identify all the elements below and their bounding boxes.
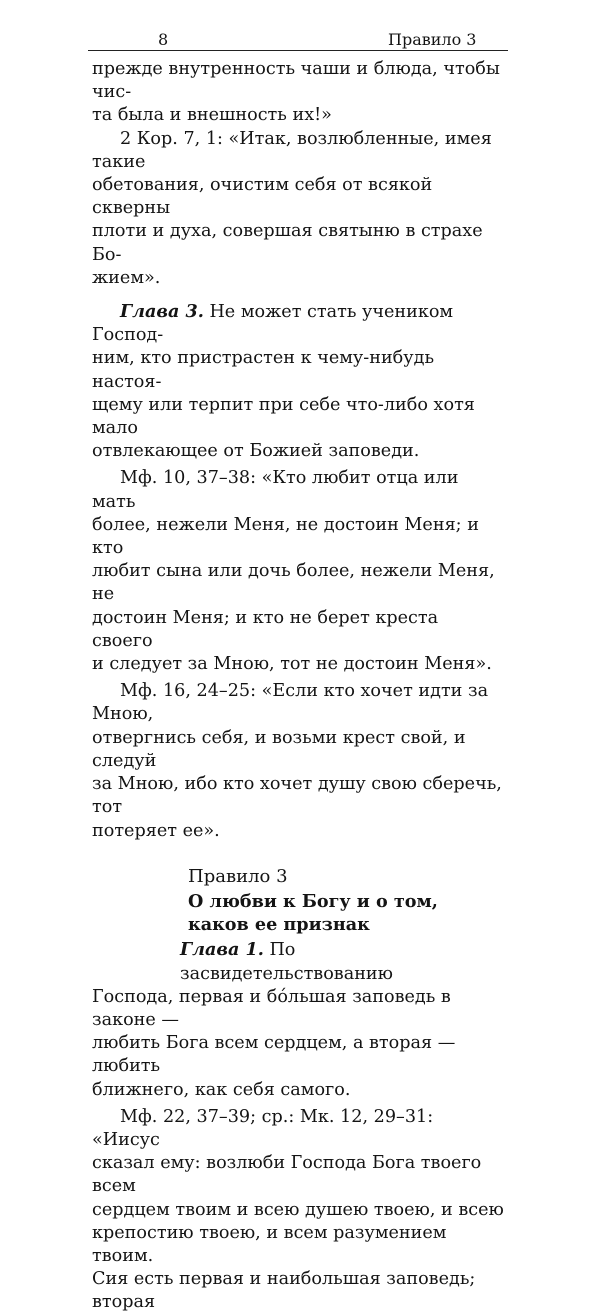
text-line: более, нежели Меня, не достоин Меня; и кто: [92, 514, 479, 559]
paragraph-2cor: [92, 128, 504, 290]
text-line: сказал ему: возлюби Господа Бога твоего всем: [92, 1153, 482, 1197]
text-line: [92, 938, 504, 985]
paragraph-mf10: [92, 467, 504, 676]
text-line: крепостию твоею, и всем разумением твоим.: [92, 1222, 447, 1266]
text-line: отвергнись себя, и возьми крест свой, и следуй: [92, 727, 466, 771]
rule-subtitle: каков ее признак: [188, 914, 370, 936]
text-line: прежде внутренность чаши и блюда, чтобы чис-: [92, 59, 500, 103]
text-line: Господа, первая и бо́льшая заповедь в законе —: [92, 986, 451, 1030]
text-line: Сия есть первая и наибольшая заповедь; вторая: [92, 1269, 476, 1313]
text-line: и следует за Мною, тот не достоин Меня».: [92, 654, 492, 675]
text-line: Мф. 16, 24–25: «Если кто хочет идти за Мною,: [92, 681, 489, 725]
text-line: достоин Меня; и кто не берет креста своего: [92, 607, 439, 651]
text-line: за Мною, ибо кто хочет душу свою сберечь, тот: [92, 774, 502, 818]
text-line: та была и внешность их!»: [92, 105, 332, 126]
running-title: Правило 3: [388, 30, 477, 49]
chapter-label: Глава 3.: [120, 301, 204, 323]
text-line: щему или терпит при себе что-либо хотя мало: [92, 394, 475, 439]
page-body: [92, 58, 504, 1315]
text-line: отвлекающее от Божией заповеди.: [92, 441, 420, 462]
page-number: 8: [158, 30, 169, 49]
text-line: потеряет ее».: [92, 820, 220, 841]
rule-subtitle: О любви к Богу и о том,: [188, 890, 438, 912]
rule-heading: Правило 3: [188, 865, 288, 887]
paragraph-chapter-3: [92, 300, 504, 463]
paragraph-chapter-1: [92, 938, 504, 1101]
chapter-text: Не может стать учеником Господ-: [92, 302, 454, 346]
text-line: обетования, очистим себя от всякой скверны: [92, 175, 433, 219]
chapter-text: По засвидетельствованию: [180, 940, 393, 984]
page-header: [88, 28, 508, 51]
text-line: любит сына или дочь более, нежели Меня, не: [92, 561, 495, 605]
text-line: [92, 300, 504, 347]
chapter-label: Глава 1.: [180, 939, 264, 961]
text-line: плоти и духа, совершая святыню в страхе Бо-: [92, 221, 483, 265]
text-line: любить Бога всем сердцем, а вторая — любить: [92, 1033, 456, 1077]
text-line: ним, кто пристрастен к чему-нибудь настоя-: [92, 348, 435, 392]
text-line: жием».: [92, 267, 161, 288]
text-line: 2 Кор. 7, 1: «Итак, возлюбленные, имея такие: [92, 128, 492, 172]
paragraph-mf22: [92, 1106, 504, 1315]
paragraph-mf16: [92, 680, 504, 842]
paragraph-continuation: [92, 58, 504, 128]
text-line: ближнего, как себя самого.: [92, 1079, 351, 1100]
text-line: сердцем твоим и всею душею твоею, и всею: [92, 1199, 504, 1220]
text-line: Мф. 10, 37–38: «Кто любит отца или мать: [92, 468, 459, 512]
text-line: Мф. 22, 37–39; ср.: Мк. 12, 29–31: «Иисус: [92, 1106, 434, 1150]
